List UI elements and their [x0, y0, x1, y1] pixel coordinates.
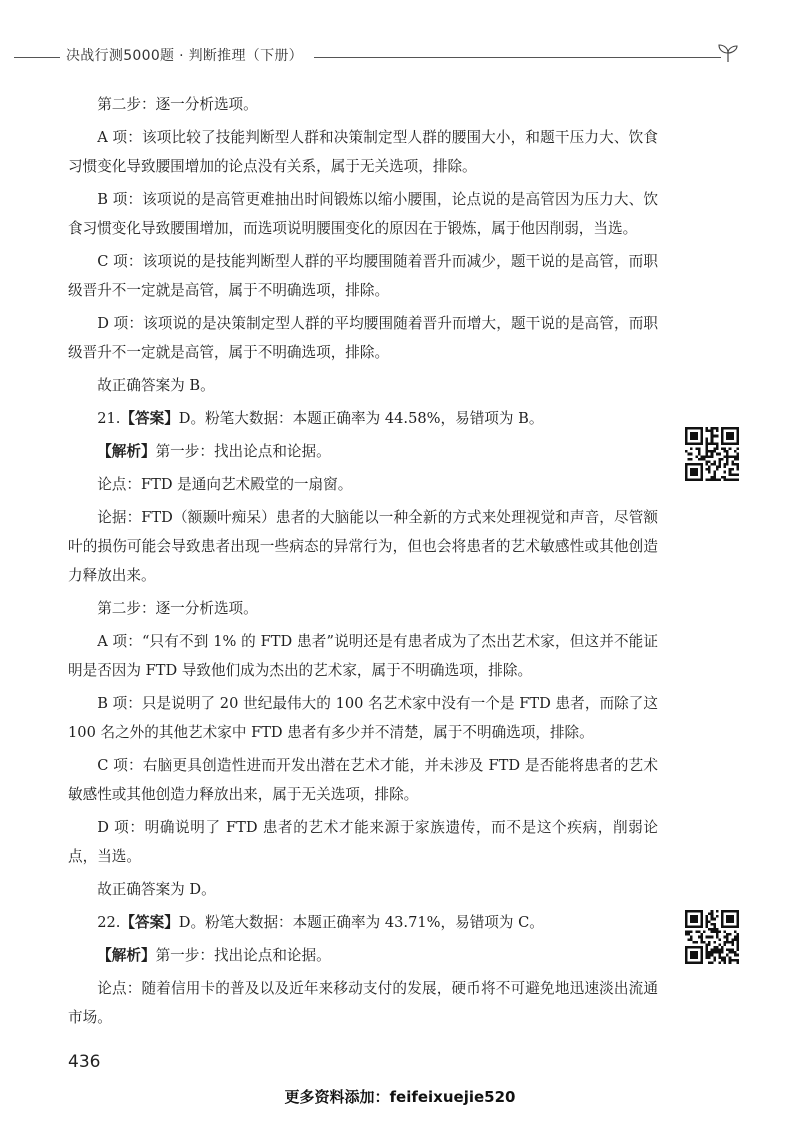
q22-analysis-line: [68, 941, 658, 970]
paragraph: A 项：该项比较了技能判断型人群和决策制定型人群的腰围大小，和题干压力大、饮食习惯变化导致腰围增加的论点没有关系，属于无关选项，排除。: [68, 129, 658, 175]
q21-answer-line: [68, 404, 658, 433]
paragraph: A 项：“只有不到 1% 的 FTD 患者”说明还是有患者成为了杰出艺术家，但这并不能证明是否因为 FTD 导致他们成为杰出的艺术家，属于不明确选项，排除。: [68, 633, 658, 679]
header-rule: [314, 57, 721, 58]
book-title: 决战行测5000题 · 判断推理（下册）: [66, 48, 303, 64]
q21-analysis-text: 第一步：找出论点和论据。: [155, 443, 331, 460]
q21-analysis-line: [68, 437, 658, 466]
q21-number: 21.: [97, 410, 121, 427]
sprout-icon: [717, 42, 739, 64]
q21-answer-text: D。粉笔大数据：本题正确率为 44.58%，易错项为 B。: [178, 410, 544, 427]
running-header: [14, 42, 739, 70]
q22-answer-text: D。粉笔大数据：本题正确率为 43.71%，易错项为 C。: [178, 914, 544, 931]
header-lead-line: [14, 57, 60, 58]
paragraph: 第二步：逐一分析选项。: [97, 600, 258, 617]
paragraph: B 项：只是说明了 20 世纪最伟大的 100 名艺术家中没有一个是 FTD 患者，而除了这 100 名之外的其他艺术家中 FTD 患者有多少并不清楚，属于不明确选项，排除。: [68, 695, 658, 741]
page-number: 436: [68, 1052, 101, 1072]
paragraph: C 项：该项说的是技能判断型人群的平均腰围随着晋升而减少，题干说的是高管，而职级晋升不一定就是高管，属于不明确选项，排除。: [68, 253, 658, 299]
paragraph: 第二步：逐一分析选项。: [97, 96, 258, 113]
q22-number: 22.: [97, 914, 121, 931]
qr-code-icon[interactable]: [685, 427, 739, 481]
analysis-label: 【解析】: [97, 947, 156, 964]
paragraph: D 项：该项说的是决策制定型人群的平均腰围随着晋升而增大，题干说的是高管，而职级晋升不一定就是高管，属于不明确选项，排除。: [68, 315, 658, 361]
qr-code-icon[interactable]: [685, 910, 739, 964]
answer-label: 【答案】: [120, 410, 179, 427]
paragraph: 论点：随着信用卡的普及以及近年来移动支付的发展，硬币将不可避免地迅速淡出流通市场。: [68, 980, 658, 1026]
answer-label: 【答案】: [120, 914, 179, 931]
paragraph: 故正确答案为 B。: [97, 377, 215, 394]
q22-analysis-text: 第一步：找出论点和论据。: [155, 947, 331, 964]
analysis-label: 【解析】: [97, 443, 156, 460]
q22-answer-line: [68, 908, 658, 937]
footer-note: 更多资料添加：feifeixuejie520: [284, 1088, 516, 1106]
paragraph: B 项：该项说的是高管更难抽出时间锻炼以缩小腰围，论点说的是高管因为压力大、饮食习惯变化导致腰围增加，而选项说明腰围变化的原因在于锻炼，属于他因削弱，当选。: [68, 191, 658, 237]
paragraph: C 项：右脑更具创造性进而开发出潜在艺术才能，并未涉及 FTD 是否能将患者的艺术敏感性或其他创造力释放出来，属于无关选项，排除。: [68, 757, 658, 803]
paragraph: 论点：FTD 是通向艺术殿堂的一扇窗。: [97, 476, 353, 493]
page-content: [68, 90, 658, 1036]
paragraph: D 项：明确说明了 FTD 患者的艺术才能来源于家族遗传，而不是这个疾病，削弱论点，当选。: [68, 819, 658, 865]
paragraph: 故正确答案为 D。: [97, 881, 216, 898]
paragraph: 论据：FTD（额颞叶痴呆）患者的大脑能以一种全新的方式来处理视觉和声音，尽管额叶的损伤可能会导致患者出现一些病态的异常行为，但也会将患者的艺术敏感性或其他创造力释放出来。: [68, 509, 658, 584]
